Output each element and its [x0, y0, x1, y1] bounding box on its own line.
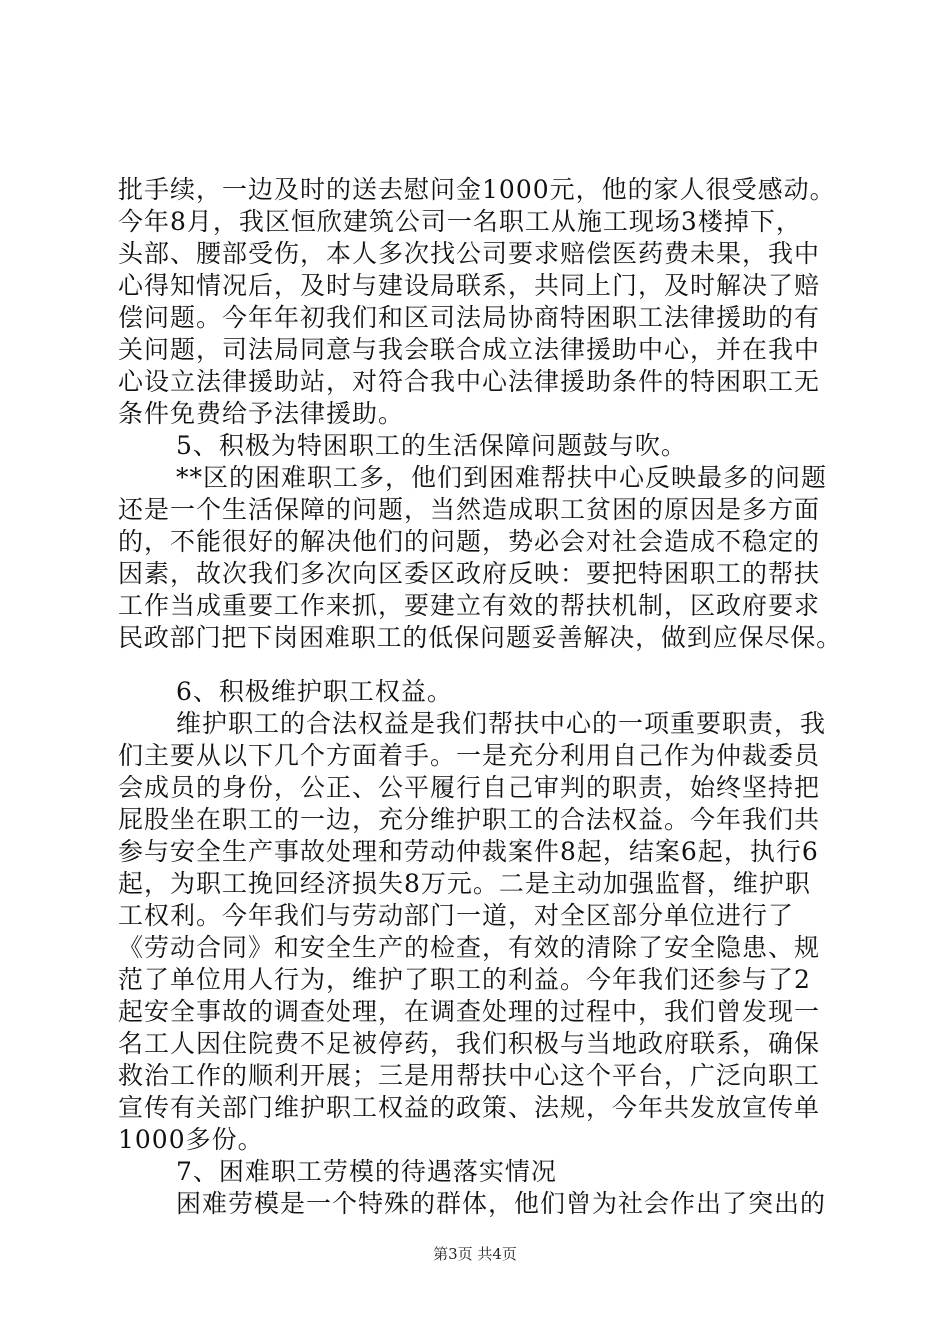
text-line: 参与安全生产事故处理和劳动仲裁案件8起，结案6起，执行6	[118, 837, 819, 866]
text-line: 困难劳模是一个特殊的群体，他们曾为社会作出了突出的	[176, 1189, 827, 1218]
text-line: 心设立法律援助站，对符合我中心法律援助条件的特困职工无	[118, 367, 821, 396]
text-line: 1000多份。	[118, 1125, 264, 1154]
text-line: 因素，故次我们多次向区委区政府反映：要把特困职工的帮扶	[118, 559, 821, 588]
text-line: 工权利。今年我们与劳动部门一道，对全区部分单位进行了	[118, 901, 795, 930]
section-heading: 7、困难职工劳模的待遇落实情况	[176, 1157, 557, 1186]
text-line: 维护职工的合法权益是我们帮扶中心的一项重要职责，我	[176, 709, 827, 738]
text-line: 范了单位用人行为，维护了职工的利益。今年我们还参与了2	[118, 965, 811, 994]
text-line: 起安全事故的调查处理，在调查处理的过程中，我们曾发现一	[118, 997, 821, 1026]
text-line: 头部、腰部受伤，本人多次找公司要求赔偿医药费未果，我中	[118, 239, 821, 268]
text-line: **区的困难职工多，他们到困难帮扶中心反映最多的问题	[176, 463, 828, 492]
section-heading: 6、积极维护职工权益。	[176, 677, 453, 706]
text-line: 名工人因住院费不足被停药，我们积极与当地政府联系，确保	[118, 1029, 821, 1058]
text-line: 民政部门把下岗困难职工的低保问题妥善解决，做到应保尽保。	[118, 623, 843, 652]
text-line: 条件免费给予法律援助。	[118, 399, 405, 428]
text-line: 今年8月，我区恒欣建筑公司一名职工从施工现场3楼掉下，	[118, 207, 802, 236]
text-line: 们主要从以下几个方面着手。一是充分利用自己作为仲裁委员	[118, 741, 821, 770]
text-line: 批手续，一边及时的送去慰问金1000元，他的家人很受感动。	[118, 175, 836, 204]
text-line: 救治工作的顺利开展；三是用帮扶中心这个平台，广泛向职工	[118, 1061, 821, 1090]
page-number-footer: 第3页 共4页	[433, 1245, 517, 1263]
text-line: 宣传有关部门维护职工权益的政策、法规，今年共发放宣传单	[118, 1093, 821, 1122]
text-line: 心得知情况后，及时与建设局联系，共同上门，及时解决了赔	[118, 271, 821, 300]
text-line: 偿问题。今年年初我们和区司法局协商特困职工法律援助的有	[118, 303, 821, 332]
text-line: 工作当成重要工作来抓，要建立有效的帮扶机制，区政府要求	[118, 591, 821, 620]
section-heading: 5、积极为特困职工的生活保障问题鼓与吹。	[176, 431, 687, 460]
text-line: 起，为职工挽回经济损失8万元。二是主动加强监督，维护职	[118, 869, 811, 898]
text-line: 的，不能很好的解决他们的问题，势必会对社会造成不稳定的	[118, 527, 821, 556]
text-line: 关问题，司法局同意与我会联合成立法律援助中心，并在我中	[118, 335, 821, 364]
text-line: 屁股坐在职工的一边，充分维护职工的合法权益。今年我们共	[118, 805, 821, 834]
text-line: 还是一个生活保障的问题，当然造成职工贫困的原因是多方面	[118, 495, 821, 524]
text-line: 会成员的身份，公正、公平履行自己审判的职责，始终坚持把	[118, 773, 821, 802]
text-line: 《劳动合同》和安全生产的检查，有效的清除了安全隐患、规	[118, 933, 821, 962]
